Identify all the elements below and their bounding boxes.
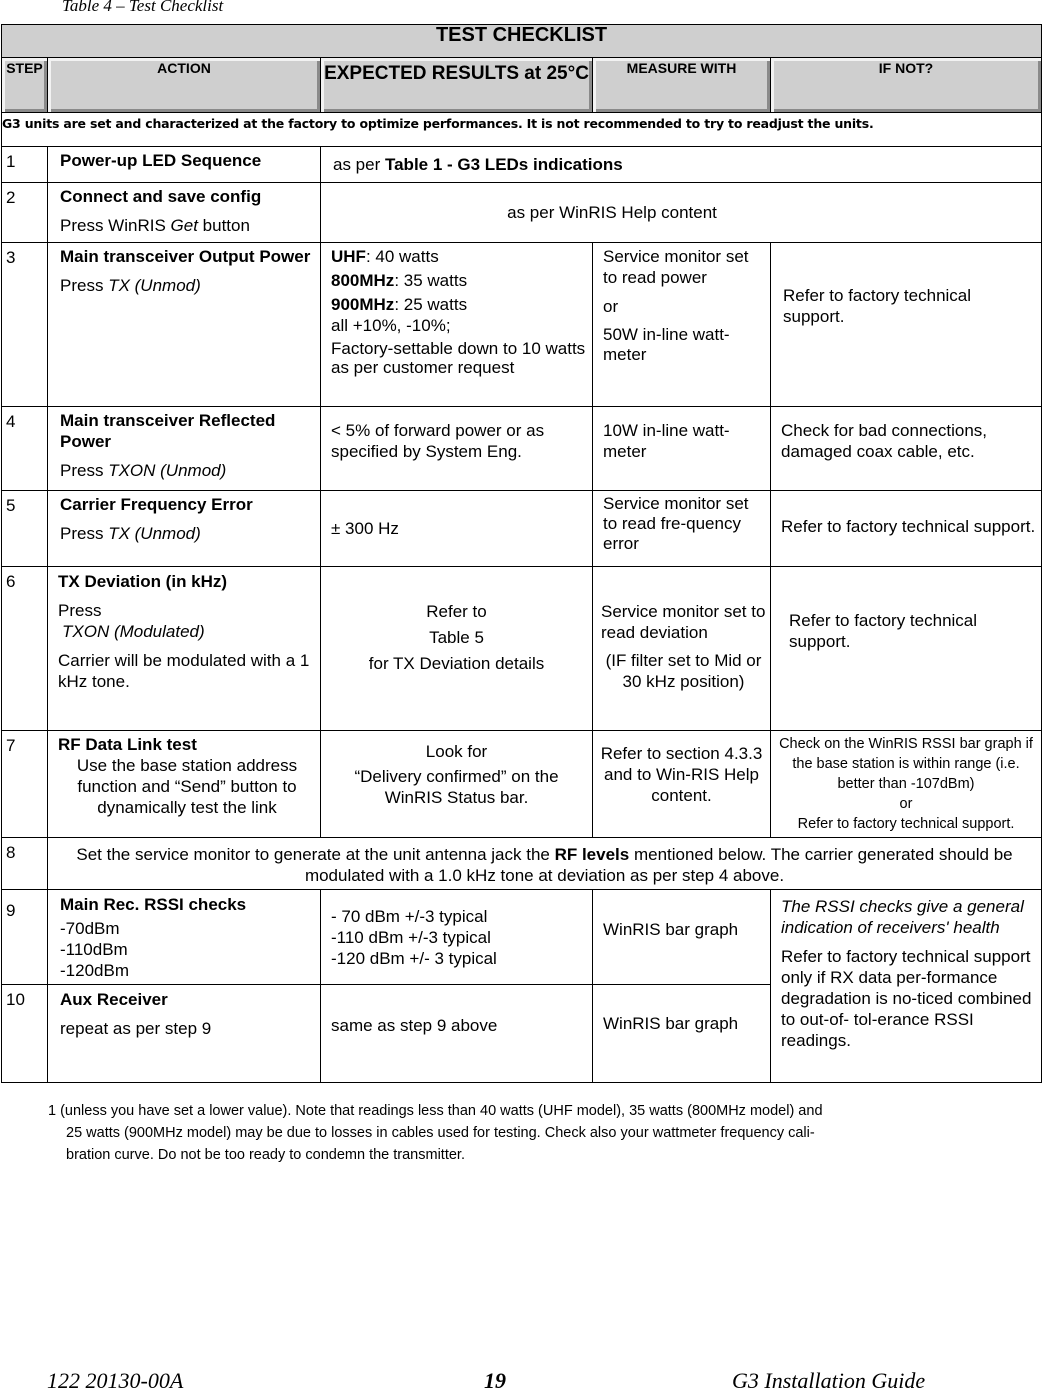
action-text: Press WinRIS [60,216,171,235]
ifnot-text: Refer to factory technical support. [771,567,1042,731]
measure-text: Refer to section 4.3.3 and to Win-RIS Help content. [593,731,771,838]
ifnot-text: Check on the WinRIS RSSI bar graph if the base station is within range (i.e. better than -107dBm) [779,736,1033,792]
action-title: Main Rec. RSSI checks [60,895,247,914]
expected-value: : 40 watts [365,247,439,266]
action-title: Main transceiver Reflected Power [60,411,276,451]
step-number: 5 [2,491,48,567]
rssi-level: -120dBm [60,961,129,980]
ifnot-text: Refer to factory technical support. [771,243,1042,407]
action-text: button [197,216,250,235]
measure-text: Service monitor set to read fre-quency error [593,491,771,567]
factory-note: G3 units are set and characterized at the factory to optimize performances. It is not recommended to try to readjust the units. [2,113,1042,147]
expected-label: 800MHz [331,271,395,290]
expected-text: for TX Deviation details [368,653,545,673]
action-title: RF Data Link test [58,735,197,754]
document-title: G3 Installation Guide [732,1368,926,1393]
instruction-text: mentioned below. The carrier generated should be modulated with a 1.0 kHz tone at deviation as per step 4 above. [304,845,1013,885]
step-number: 2 [2,183,48,243]
rssi-level: -110dBm [60,940,128,959]
action-command: TX (Unmod) [108,276,201,295]
expected-table-ref: Table 5 [429,627,484,647]
table-row [2,731,1042,838]
table-row [2,491,1042,567]
header-step: STEP [2,58,48,113]
step-number: 3 [2,243,48,407]
expected-text: “Delivery confirmed” on the WinRIS Status bar. [354,767,559,807]
expected-value: -110 dBm +/-3 typical [331,928,491,947]
action-command: Get [170,216,198,235]
action-command: TXON (Unmod) [108,461,227,480]
table-title: TEST CHECKLIST [2,25,1042,58]
footnote [48,1100,948,1166]
step-number: 1 [2,147,48,183]
action-text: Press [60,524,109,543]
action-command: TX (Unmod) [108,524,201,543]
table-caption: Table 4 – Test Checklist [62,0,224,15]
header-measure: MEASURE WITH [593,58,771,113]
measure-text: 10W in-line watt-meter [593,407,771,491]
expected-text: Look for [425,742,488,761]
expected-text: as per [333,155,385,174]
measure-note: (IF filter set to Mid or 30 kHz position) [605,651,762,691]
expected-label: 900MHz [331,295,395,314]
action-title: TX Deviation (in kHz) [58,572,228,591]
header-ifnot: IF NOT? [771,58,1042,113]
header-expected: EXPECTED RESULTS at 25°C [321,58,593,113]
instruction-bold: RF levels [554,845,630,864]
footnote-line: 1 (unless you have set a lower value). Note that readings less than 40 watts (UHF model), 35 watts (800MHz model) and [48,1103,823,1119]
table-row [2,838,1042,890]
expected-value: - 70 dBm +/-3 typical [331,907,488,926]
action-text: Press [58,601,102,620]
action-text: Press [60,276,109,295]
action-note: Carrier will be modulated with a 1 kHz tone. [58,651,310,691]
action-text: Use the base station address function and “Send” button to dynamically test the link [76,756,298,817]
ifnot-or: or [899,796,913,812]
ifnot-note: The RSSI checks give a general indication of receivers' health [781,897,1024,937]
expected-value: -120 dBm +/- 3 typical [331,949,497,968]
expected-value: : 25 watts [394,295,468,314]
rssi-level: -70dBm [60,919,120,938]
action-title: Main transceiver Output Power [60,247,311,266]
measure-text: Service monitor set to read power [603,247,749,287]
footnote-line: 25 watts (900MHz model) may be due to losses in cables used for testing. Check also your wattmeter frequency cali- [66,1125,815,1141]
expected-text: Refer to [426,601,487,621]
action-text: Press [60,461,109,480]
table-row [2,243,1042,407]
action-text: repeat as per step 9 [60,1019,212,1038]
document-number: 122 20130-00A [47,1368,184,1393]
measure-text: WinRIS bar graph [593,985,771,1083]
footnote-line: bration curve. Do not be too ready to condemn the transmitter. [66,1147,465,1163]
table-row [2,407,1042,491]
expected-label: UHF [331,247,366,266]
table-row [2,890,1042,985]
expected-text: < 5% of forward power or as specified by System Eng. [321,407,593,491]
header-action: ACTION [48,58,321,113]
instruction-text: Set the service monitor to generate at the unit antenna jack the [76,845,555,864]
step-number: 9 [2,890,48,985]
ifnot-text: Refer to factory technical support. [771,491,1042,567]
action-title: Aux Receiver [60,990,168,1009]
page-number: 19 [484,1368,506,1393]
action-command: TXON (Modulated) [62,622,205,641]
step-number: 8 [2,838,48,890]
expected-text: same as step 9 above [321,985,593,1083]
measure-or: or [603,297,619,316]
expected-value: : 35 watts [394,271,468,290]
test-checklist-table [1,24,1042,1083]
action-title: Connect and save config [60,187,262,206]
measure-text: Service monitor set to read deviation [601,602,766,642]
measure-text: WinRIS bar graph [593,890,771,985]
table-row [2,183,1042,243]
table-row [2,147,1042,183]
expected-text: as per WinRIS Help content [321,183,1042,243]
action-title: Power-up LED Sequence [60,151,262,170]
ifnot-text: Check for bad connections, damaged coax cable, etc. [771,407,1042,491]
step-number: 10 [2,985,48,1083]
ifnot-text: Refer to factory technical support only if RX data per-formance degradation is no-ticed combined to out-of- tol-erance RSSI readings. [781,947,1032,1050]
step-number: 4 [2,407,48,491]
expected-tolerance: all +10%, -10%; [331,316,451,335]
step-number: 6 [2,567,48,731]
measure-text: 50W in-line watt-meter [603,325,730,364]
expected-note: Factory-settable down to 10 watts as per customer request [331,339,586,377]
ifnot-text: Refer to factory technical support. [797,816,1015,832]
step-number: 7 [2,731,48,838]
action-title: Carrier Frequency Error [60,495,253,514]
expected-ref: Table 1 - G3 LEDs indications [384,155,623,174]
expected-text: ± 300 Hz [321,491,593,567]
table-row [2,567,1042,731]
